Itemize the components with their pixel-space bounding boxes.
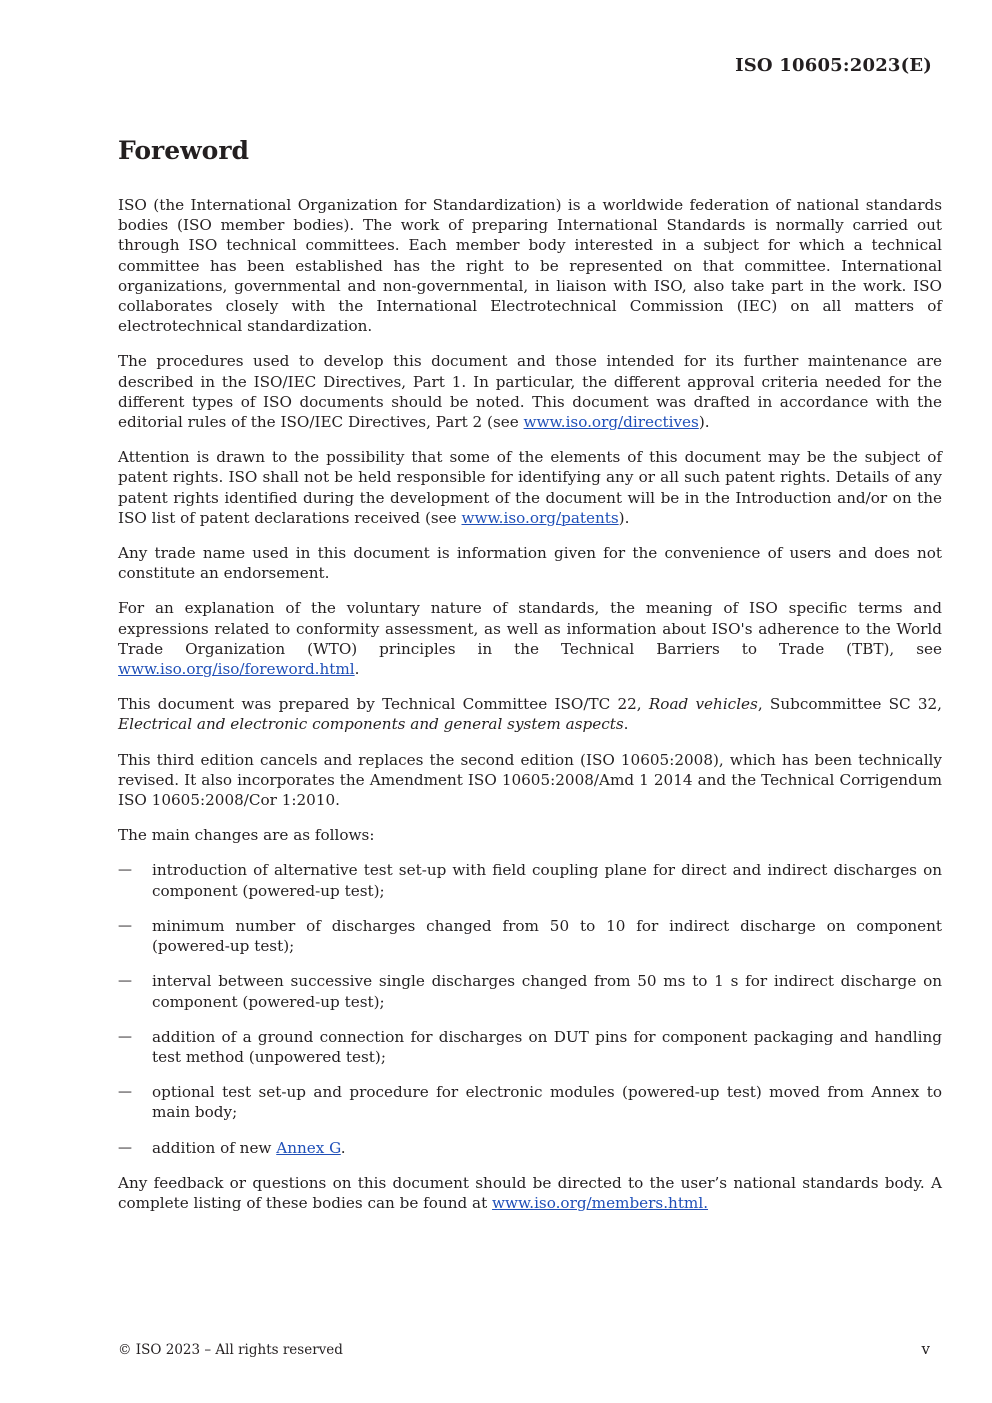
paragraph-voluntary-nature: For an explanation of the voluntary nature of standards, the meaning of ISO specific terms and expressions related to conformity assessment, as well as information about ISO's adherence to the World Trade Organization (WTO) principles in the Technical Barriers to Trade (TBT), see www.iso.org/iso/foreword.html.	[118, 599, 942, 679]
copyright-notice: © ISO 2023 – All rights reserved	[118, 1342, 343, 1358]
dash-bullet: —	[118, 1084, 132, 1101]
paragraph-committee: This document was prepared by Technical Committee ISO/TC 22, Road vehicles, Subcommittee SC 32, Electrical and electronic components and general system aspects.	[118, 695, 942, 734]
list-item: — optional test set-up and procedure for electronic modules (powered-up test) moved from Annex to main body;	[118, 1083, 942, 1122]
dash-bullet: —	[118, 862, 132, 879]
annex-g-link[interactable]: Annex G	[276, 1138, 341, 1157]
paragraph-trade-name: Any trade name used in this document is information given for the convenience of users and does not constitute an endorsement.	[118, 544, 942, 583]
foreword-body	[118, 195, 942, 1228]
dash-bullet: —	[118, 1139, 132, 1156]
page-number: v	[921, 1340, 930, 1358]
list-item: — minimum number of discharges changed from 50 to 10 for indirect discharge on component (powered-up test);	[118, 916, 942, 956]
patents-link[interactable]: www.iso.org/patents	[461, 508, 619, 527]
dash-bullet: —	[118, 1028, 132, 1045]
changes-list	[118, 860, 942, 1157]
foreword-link[interactable]: www.iso.org/iso/foreword.html	[118, 660, 355, 679]
directives-link[interactable]: www.iso.org/directives	[523, 413, 699, 432]
members-link[interactable]: www.iso.org/members.html.	[492, 1193, 709, 1212]
paragraph-patents: Attention is drawn to the possibility that some of the elements of this document may be the subject of patent rights. ISO shall not be held responsible for identifying any or all such patent rights. Details of any patent rights identified during the development of the document will be in the Introduction and/or on the ISO list of patent declarations received (see www.iso.org/patents).	[118, 448, 942, 527]
dash-bullet: —	[118, 917, 132, 934]
page-title: Foreword	[118, 136, 249, 165]
list-item: — introduction of alternative test set-up with field coupling plane for direct and indirect discharges on component (powered-up test);	[118, 861, 942, 900]
list-item: — interval between successive single discharges changed from 50 ms to 1 s for indirect discharge on component (powered-up test);	[118, 972, 942, 1011]
paragraph-main-changes: The main changes are as follows:	[118, 826, 375, 845]
document-id: ISO 10605:2023(E)	[735, 55, 932, 76]
paragraph-procedures: The procedures used to develop this document and those intended for its further maintenance are described in the ISO/IEC Directives, Part 1. In particular, the different approval criteria needed for the different types of ISO documents should be noted. This document was drafted in accordance with the editorial rules of the ISO/IEC Directives, Part 2 (see www.iso.org/directives).	[118, 352, 942, 432]
paragraph-iso-intro: ISO (the International Organization for Standardization) is a worldwide federation of national standards bodies (ISO member bodies). The work of preparing International Standards is normally carried out through ISO technical committees. Each member body interested in a subject for which a technical committee has been established has the right to be represented on that committee. International organizations, governmental and non-governmental, in liaison with ISO, also take part in the work. ISO collaborates closely with the International Electrotechnical Commission (IEC) on all matters of electrotechnical standardization.	[118, 196, 942, 336]
list-item: — addition of a ground connection for discharges on DUT pins for component packaging and handling test method (unpowered test);	[118, 1027, 942, 1066]
dash-bullet: —	[118, 973, 132, 990]
list-item: — addition of new Annex G.	[118, 1138, 346, 1157]
paragraph-edition: This third edition cancels and replaces the second edition (ISO 10605:2008), which has been technically revised. It also incorporates the Amendment ISO 10605:2008/Amd 1 2014 and the Technical Corrigendum ISO 10605:2008/Cor 1:2010.	[118, 750, 942, 810]
paragraph-feedback: Any feedback or questions on this document should be directed to the user’s national standards body. A complete listing of these bodies can be found at www.iso.org/members.html.	[118, 1173, 942, 1212]
